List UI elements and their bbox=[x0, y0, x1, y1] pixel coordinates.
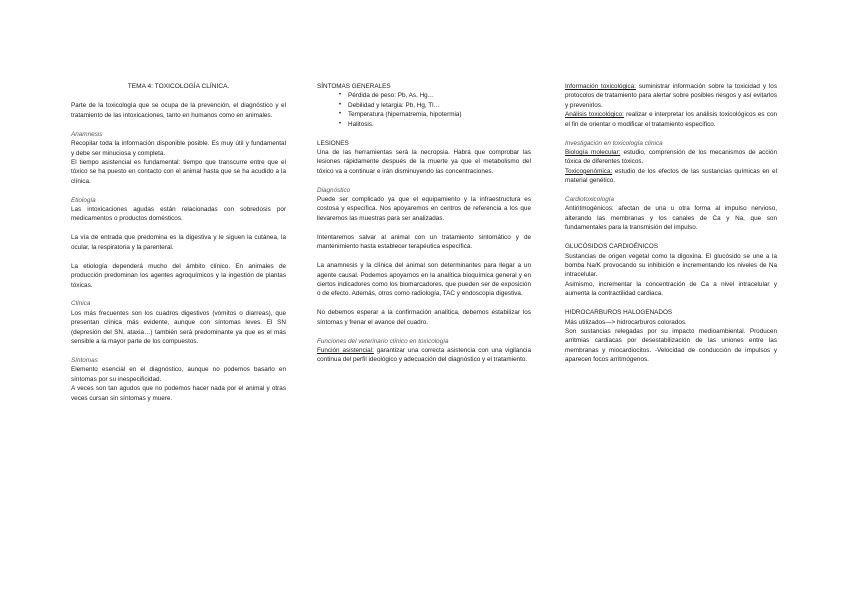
hidrocarburos-heading: HIDROCARBUROS HALOGENADOS bbox=[565, 309, 673, 317]
informacion-label: Información toxicológica: bbox=[565, 83, 636, 90]
column-left bbox=[71, 82, 286, 403]
anamnesis-paragraph-2: El tiempo asistencial es fundamental: tiempo que transcurre entre que el tóxico se ha puesto en contacto con el animal hasta que se ha acudido a la clínica. bbox=[71, 158, 286, 185]
sintomas-generales-list bbox=[317, 91, 531, 129]
analisis-text: realizar e interpretar los análisis toxicológicos es con el fin de orientar o modificar el tratamiento específico. bbox=[565, 111, 777, 128]
hidrocarburos-paragraph-1: Más utilizados—> hidrocarburos colorados. bbox=[565, 318, 687, 326]
diagnostico-paragraph-2: Intentaremos salvar al animal con un tratamiento sintomático y de mantenimiento hasta establecer terapéutica específica. bbox=[317, 233, 531, 251]
biologia-paragraph bbox=[565, 148, 777, 167]
analisis-paragraph bbox=[565, 110, 777, 129]
etiologia-heading: Etiología bbox=[71, 196, 96, 204]
informacion-paragraph bbox=[565, 82, 777, 110]
list-item: • Pérdida de peso: Pb, As, Hg… bbox=[348, 91, 531, 100]
diagnostico-paragraph-1: Puede ser complicado ya que el equipamiento y la infraestructura es costosa y específica. Nos apoyaremos en centros de referencia a los que llevaremos las muestras para ser analizadas. bbox=[317, 196, 531, 222]
biologia-text: estudio, comprensión de los mecanismos de acción tóxica de diferentes tóxicos. bbox=[565, 148, 777, 166]
anamnesis-paragraph-1: Recopilar toda la información disponible posible. Es muy útil y fundamental y debe ser minuciosa y completa. bbox=[71, 140, 286, 157]
glucosidos-paragraph-2: Asimismo, incrementar la concentración de Ca a nivel intracelular y aumenta la contractilidad cardiaca. bbox=[565, 280, 777, 298]
sintomas-heading: Síntomas bbox=[71, 356, 98, 364]
cardiotoxicologia-paragraph: Antiritmogénicos: afectan de una u otra forma al impulso nervioso, alterando las membranas y los canales de Ca y Na, que son fundamentales para la transmisión del impulso. bbox=[565, 205, 777, 232]
investigacion-heading: Investigación en toxicología clínica bbox=[565, 139, 663, 147]
toxicogenomica-paragraph bbox=[565, 167, 777, 186]
funcion-asistencial-paragraph bbox=[317, 346, 531, 365]
diagnostico-paragraph-4: No debemos esperar a la confirmación analítica, debemos estabilizar los síntomas y frenar el avance del cuadro. bbox=[317, 309, 531, 326]
etiologia-paragraph-2: La vía de entrada que predomina es la digestiva y le siguen la cutánea, la ocular, la respiratoria y la parenteral. bbox=[71, 234, 286, 251]
glucosidos-paragraph-1: Sustancias de origen vegetal como la digoxina. El glucósido se une a la bomba Na/K provocando su inhibición e incrementando los niveles de Na intracelular. bbox=[565, 252, 777, 279]
column-right bbox=[565, 82, 777, 365]
clinica-heading: Clínica bbox=[71, 300, 91, 308]
analisis-label: Análisis toxicológico: bbox=[565, 111, 624, 119]
toxicogenomica-label: Toxicogenómica: bbox=[565, 167, 613, 175]
list-item: • Debilidad y letargia: Pb, Hg, Tl… bbox=[348, 101, 531, 110]
anamnesis-heading: Anamnesis bbox=[71, 130, 103, 138]
sintomas-paragraph-2: A veces son tan agudos que no podemos hacer nada por el animal y otras veces cursan sin síntomas y muere. bbox=[71, 385, 286, 402]
funcion-asistencial-label: Función asistencial: bbox=[317, 346, 374, 354]
biologia-label: Biología molecular: bbox=[565, 148, 621, 156]
etiologia-paragraph-3: La etiología dependerá mucho del ámbito clínico. En animales de producción predominan los agentes agroquímicos y la ingestión de plantas tóxicas. bbox=[71, 262, 286, 289]
hidrocarburos-paragraph-2: Son sustancias relegadas por su impacto medioambiental. Producen arritmias cardiacas por desestabilización de las uniones entre las membranas y miocardiocitos. -Velocidad de conducción de impulsos y aparecen focos arritmógenos. bbox=[565, 327, 777, 364]
diagnostico-paragraph-3: La anamnesis y la clínica del animal son determinantes para llegar a un agente causal. Podemos apoyarnos en la analítica bioquímica general y en ciertos indicadores como los biomarcadores, que pueden ser de exposición o de efecto. Además, otros como radiología, TAC y endoscopia digestiva. bbox=[317, 262, 531, 298]
list-item: • Halitosis. bbox=[348, 120, 531, 129]
lesiones-heading: LESIONES bbox=[317, 139, 349, 147]
sintomas-paragraph-1: Elemento esencial en el diagnóstico, aunque no podemos basarlo en síntomas por su inespecificidad. bbox=[71, 366, 286, 383]
funcion-asistencial-text: garantizar una correcta asistencia con una vigilancia continua del perfil ideológico y adecuación del diagnóstico y el tratamiento. bbox=[317, 346, 531, 364]
cardiotoxicologia-heading: Cardiotoxicología bbox=[565, 196, 615, 204]
funciones-heading: Funciones del veterinario clínico en toxicología bbox=[317, 337, 449, 345]
toxicogenomica-text: estudio de los efectos de las sustancias químicas en el material genético. bbox=[565, 167, 777, 185]
list-item: • Temperatura (hipernatremia, hipotermia) bbox=[348, 110, 531, 119]
intro-paragraph: Parte de la toxicología que se ocupa de la prevención, el diagnóstico y el tratamiento de las intoxicaciones, tanto en humanos como en animales. bbox=[71, 102, 286, 119]
clinica-paragraph: Los más frecuentes son los cuadros digestivos (vómitos o diarreas), que presentan clínica más evidente, aunque con síntomas leves. El SN (depresión del SN, ataxia…) también será predominante ya que es el más sensible a la mayor parte de los compuestos. bbox=[71, 309, 286, 346]
sintomas-generales-heading: SÍNTOMAS GENERALES bbox=[317, 83, 391, 90]
glucosidos-heading: GLUCÓSIDOS CARDIOÉNICOS bbox=[565, 243, 659, 251]
column-middle bbox=[317, 82, 531, 365]
informacion-text: suministrar información sobre la toxicidad y los protocolos de tratamiento para alertar sobre posibles riesgos y así evitarlos y prevenirlos. bbox=[565, 83, 777, 109]
diagnostico-heading: Diagnóstico bbox=[317, 186, 351, 194]
page-title: TEMA 4: TOXICOLOGÍA CLÍNICA. bbox=[127, 83, 230, 90]
lesiones-paragraph: Una de las herramientas será la necropsia. Habrá que comprobar las lesiones rápidamente después de la muerte ya que el metabolismo del tóxico va a continuar e irán disminuyendo las concentraciones. bbox=[317, 148, 531, 175]
etiologia-paragraph-1: Las intoxicaciones agudas están relacionadas con sobredosis por medicamentos o productos domésticos. bbox=[71, 206, 286, 223]
